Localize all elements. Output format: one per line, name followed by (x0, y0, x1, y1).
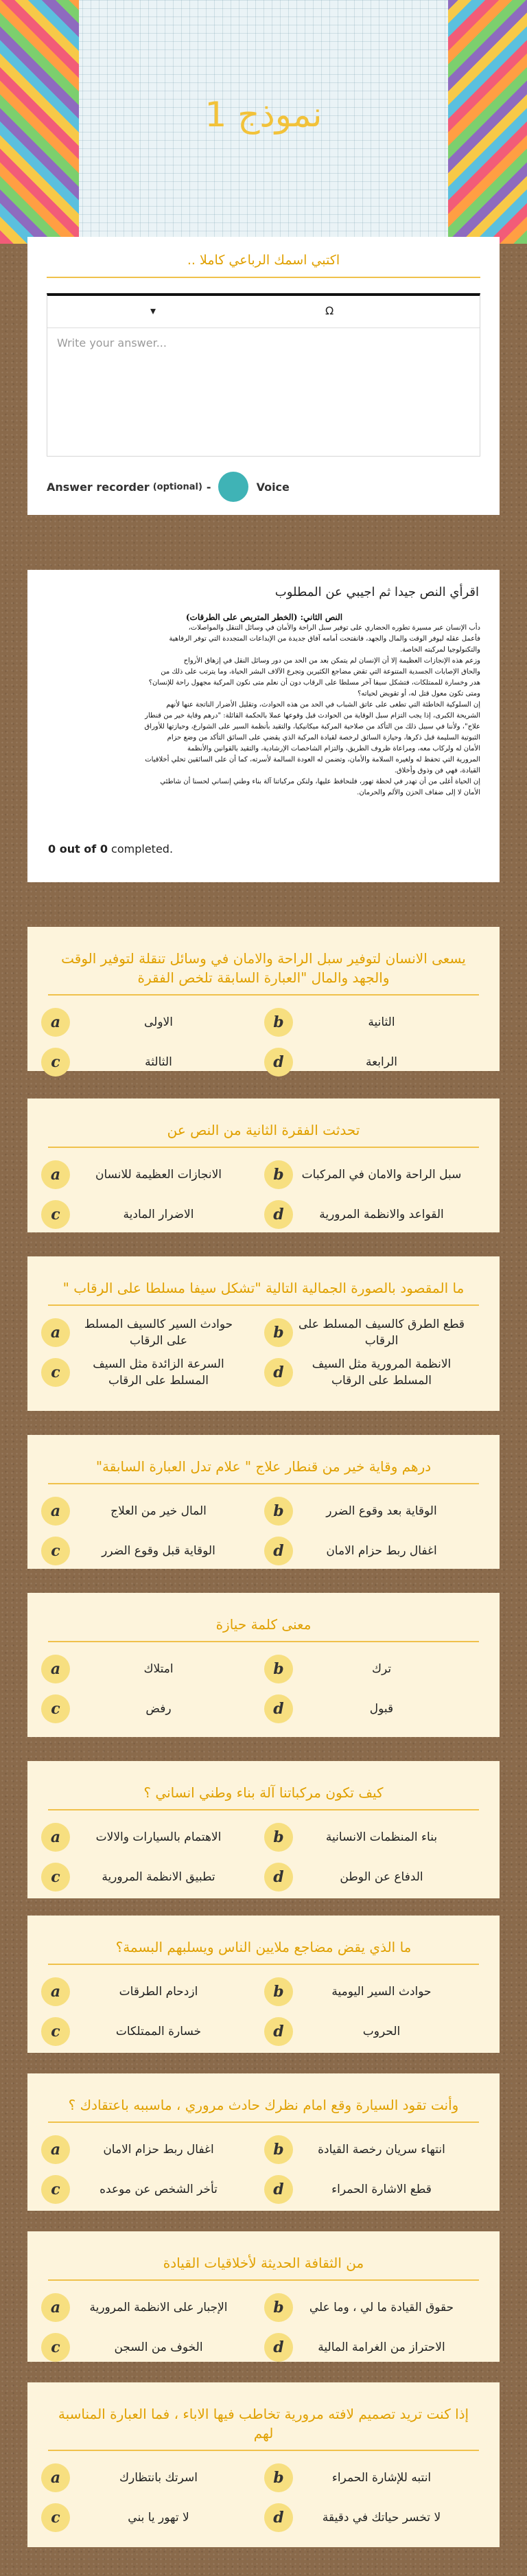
option-a[interactable] (41, 1819, 247, 1856)
passage-line: الثبوتية السليمة قبل ذكرها، وحيازة السائق لرخصة لقيادة المركبة الذي يقضي على السائق التأكد من وضع حزام (167, 734, 480, 741)
option-letter-badge: a (41, 1655, 70, 1683)
option-b[interactable] (264, 1651, 470, 1688)
option-letter-badge: c (41, 1048, 70, 1077)
option-text: السرعة الزائدة مثل السيف المسلط على الرقاب (93, 1357, 224, 1388)
option-c[interactable] (41, 2499, 247, 2536)
options-grid (27, 1973, 500, 2056)
option-letter-badge: d (264, 1200, 293, 1229)
passage-line: إن السلوكية الخاطئة التي تطغى على عاتق الشباب في الحد من هذه الحوادث، وتقليل الأضرار الناتجة عنها لأنهم (166, 701, 480, 709)
options-grid (27, 2459, 500, 2542)
option-text: المال خير من العلاج (110, 1504, 207, 1518)
option-c[interactable] (41, 2013, 247, 2050)
passage-line: والتكنولوجيا لمركبته الخاصة. (399, 646, 480, 654)
option-letter-badge: c (41, 1537, 70, 1565)
option-d[interactable] (264, 2171, 470, 2208)
question-card (27, 1099, 500, 1232)
option-b[interactable] (264, 1973, 470, 2010)
option-letter-badge: d (264, 1048, 293, 1077)
option-letter-badge: d (264, 1863, 293, 1891)
option-text: الاولى (144, 1015, 173, 1029)
option-letter-badge: b (264, 2293, 293, 2322)
option-text: انتبه للإشارة الحمراء (331, 2471, 432, 2485)
option-a[interactable] (41, 2459, 247, 2496)
option-a[interactable] (41, 1493, 247, 1530)
option-letter-badge: b (264, 2463, 293, 2492)
option-d[interactable] (264, 1044, 470, 1081)
option-c[interactable] (41, 1044, 247, 1081)
option-text: الحروب (362, 2025, 401, 2038)
option-text: امتلاك (143, 1662, 174, 1676)
options-grid (27, 1314, 500, 1396)
option-text: الانظمة المرورية مثل السيف المسلط على الرقاب (312, 1357, 452, 1388)
option-letter-badge: c (41, 2175, 70, 2204)
option-text: الدفاع عن الوطن (340, 1870, 423, 1884)
option-letter-badge: b (264, 1318, 293, 1347)
option-text: حوادث السير كالسيف المسلط على الرقاب (84, 1318, 233, 1348)
question-card (27, 1916, 500, 2053)
question-card (27, 1593, 500, 1737)
divider (48, 2121, 479, 2123)
option-letter-badge: a (41, 2135, 70, 2164)
divider (48, 994, 479, 996)
option-d[interactable] (264, 2013, 470, 2050)
progress-count: 0 out of 0 (48, 842, 108, 855)
option-c[interactable] (41, 1196, 247, 1233)
question-title: كيف تكون مركباتنا آلة بناء وطني انساني ؟ (143, 1784, 384, 1801)
passage-line: دأب الإنسان عبر مسيرة تطوره الحضاري على توفير سبل الراحة والأمان في وسائل التنقل والمواصلات، (188, 624, 480, 632)
option-text: رفض (145, 1702, 172, 1716)
option-c[interactable] (41, 2329, 247, 2366)
question-card (27, 2231, 500, 2362)
option-text: خسارة الممتلكات (115, 2025, 202, 2038)
option-letter-badge: c (41, 1863, 70, 1891)
option-letter-badge: a (41, 1823, 70, 1852)
option-letter-badge: d (264, 1537, 293, 1565)
divider (48, 1809, 479, 1810)
record-button[interactable] (218, 472, 248, 502)
divider (48, 2450, 479, 2451)
option-c[interactable] (41, 1859, 247, 1896)
option-letter-badge: a (41, 1008, 70, 1037)
question-card (27, 2382, 500, 2547)
option-letter-badge: d (264, 2333, 293, 2362)
divider (48, 1964, 479, 1965)
passage-line: والحاق الإصابات الجسدية المتنوعة التي تقض مضاجع الكثيرين وتجرع الآلاف البشر الحياة، وما يترتب على ذلك من (161, 668, 480, 676)
option-a[interactable] (41, 2131, 247, 2168)
option-letter-badge: c (41, 2333, 70, 2362)
answer-textarea[interactable] (47, 328, 480, 456)
question-card (27, 1435, 500, 1569)
options-grid (27, 2131, 500, 2213)
options-grid (27, 1651, 500, 1733)
option-text: حقوق القيادة ما لي ، وما علي (309, 2301, 454, 2314)
option-letter-badge: c (41, 1358, 70, 1387)
option-text: تأخر الشخص عن موعده (99, 2183, 218, 2196)
option-letter-badge: a (41, 2293, 70, 2322)
passage-line: ومتى تكون معول قتل له، أو تقويض لحياته؟ (358, 690, 480, 698)
option-text: قبول (369, 1702, 394, 1716)
option-text: قطع الطرق كالسيف المسلط على الرقاب (298, 1318, 465, 1348)
option-letter-badge: b (264, 2135, 293, 2164)
option-text: لا تهور يا بني (128, 2511, 189, 2525)
passage-line: الأمان لا إلى ضفاف الحزن والألم والحرمان. (357, 789, 480, 796)
question-title: وأنت تقود السيارة وقع امام نظرك حادث مروري ، ماسببه باعتقادك ؟ (68, 2097, 459, 2113)
divider (48, 1304, 479, 1306)
option-text: سبل الراحة والامان في المركبات (301, 1168, 462, 1182)
question-title: يسعى الانسان لتوفير سبل الراحة والامان في وسائل تنقلة لتوفير الوقت والجهد والمال "العبارة السابقة تلخص الفقرة (61, 950, 466, 986)
name-question-card (27, 237, 500, 515)
option-text: الثانية (368, 1015, 395, 1029)
passage-line: فأعمل عقله ليوفر الوقت والمال والجهد، فانفتحت أمامه آفاق جديدة من الإبداعات المتجددة التي توفر الرفاهية (169, 635, 480, 643)
reading-instruction: اقرأي النص جيدا ثم اجيبي عن المطلوب (274, 585, 479, 599)
progress-suffix: completed. (107, 842, 174, 855)
option-a[interactable] (41, 1004, 247, 1041)
passage-lines (48, 623, 480, 798)
option-text: الوقاية قبل وقوع الضرر (102, 1544, 215, 1558)
question-title: إذا كنت تريد تصميم لافته مرورية تخاطب فيها الاباء ، فما العبارة المناسبة لهم (58, 2406, 469, 2441)
answer-recorder (47, 472, 480, 502)
option-c[interactable] (41, 1532, 247, 1569)
option-text: الخوف من السجن (114, 2341, 203, 2354)
omega-icon[interactable]: Ω (325, 304, 334, 317)
option-b[interactable] (264, 1493, 470, 1530)
option-d[interactable] (264, 2329, 470, 2366)
option-letter-badge: a (41, 1497, 70, 1526)
option-a[interactable] (41, 1314, 247, 1351)
option-d[interactable] (264, 1196, 470, 1233)
option-text: الاهتمام بالسيارات والالات (95, 1830, 222, 1844)
option-b[interactable] (264, 1004, 470, 1041)
name-prompt: اكتبي اسمك الرباعي كاملا .. (187, 253, 340, 268)
option-text: قطع الاشارة الحمراء (331, 2183, 432, 2196)
options-grid (27, 1004, 500, 1086)
recorder-label: Answer recorder (47, 480, 150, 494)
option-text: اغفال ربط حزام الامان (103, 2143, 214, 2157)
option-letter-badge: b (264, 1977, 293, 2006)
option-letter-badge: a (41, 1977, 70, 2006)
passage-line: إن الحياة أغلى من أن تهدر في لحظة تهور، فلنحافظ عليها، ولنكن مركباتنا آلة بناء وطني إنساني لحسنا أن شاطئي (160, 778, 480, 785)
passage-line: الأمان له ولركاب معه، ومراعاة ظروف الطريق، والتزام الشاخصات الإرشادية، والتقيد بالقوانين والأنظمة (187, 745, 480, 752)
option-text: الرابعة (365, 1055, 398, 1069)
question-card (27, 927, 500, 1071)
header-banner (0, 0, 527, 244)
option-text: الثالثة (145, 1055, 172, 1069)
option-c[interactable] (41, 1690, 247, 1727)
question-title: ما الذي يقض مضاجع ملايين الناس ويسلبهم البسمة؟ (115, 1939, 412, 1955)
option-c[interactable] (41, 1354, 247, 1391)
passage-line: القيادة، فهي فن وذوق وأخلاق. (394, 767, 480, 774)
question-title: ما المقصود بالصورة الجمالية التالية "تشكل سيفا مسلطا على الرقاب " (62, 1280, 465, 1296)
options-grid (27, 1819, 500, 1901)
option-b[interactable] (264, 2459, 470, 2496)
option-text: القواعد والانظمة المرورية (319, 1208, 444, 1221)
passage-line: الشريحة الكبرى، إذا يجب التزام سبل الوقاية من الحوادث قبل وقوعها عملا بالحكمة القائلة: "درهم وقاية خير من قنطار (145, 712, 480, 720)
option-d[interactable] (264, 1354, 470, 1391)
option-letter-badge: c (41, 1200, 70, 1229)
passage-line: وزعم هذه الإنجازات العظيمة إلا أن الإنسان لم يتمكن بعد من الحد من دور وسائل النقل في إزهاق الأرواح (183, 657, 480, 665)
option-letter-badge: b (264, 1823, 293, 1852)
question-title: معنى كلمة حيازة (215, 1616, 312, 1633)
option-d[interactable] (264, 1532, 470, 1569)
option-text: ازدحام الطرقات (119, 1985, 198, 1999)
divider (48, 2279, 479, 2281)
option-a[interactable] (41, 1651, 247, 1688)
passage-line: علاج"، ولأننا في سبيل ذلك من التأكد من صلاحية المركبة ميكانيكيا، والتقيد بأنظمة السير على الشوارع، وحيازتها للأوراق (144, 723, 480, 731)
passage-line: هدر وخسارة للممتلكات، فتشكل سيفا آخر مسلطا على الرقاب دون أن نعلم متى نكون المركبة مجهول راحة للإنسان؟ (148, 679, 480, 687)
option-c[interactable] (41, 2171, 247, 2208)
option-letter-badge: c (41, 1694, 70, 1723)
option-letter-badge: b (264, 1008, 293, 1037)
option-letter-badge: c (41, 2503, 70, 2532)
option-letter-badge: d (264, 1358, 293, 1387)
option-letter-badge: a (41, 1160, 70, 1189)
option-text: اغفال ربط حزام الامان (326, 1544, 437, 1558)
option-letter-badge: a (41, 1318, 70, 1347)
option-a[interactable] (41, 2289, 247, 2326)
reading-passage-card (27, 570, 500, 882)
answer-placeholder: Write your answer... (57, 336, 167, 349)
option-text: الإجبار على الانظمة المرورية (89, 2301, 228, 2314)
options-grid (27, 1156, 500, 1239)
option-b[interactable] (264, 1156, 470, 1193)
option-letter-badge: d (264, 1694, 293, 1723)
option-d[interactable] (264, 1859, 470, 1896)
option-d[interactable] (264, 1690, 470, 1727)
question-title: تحدثت الفقرة الثانية من النص عن (167, 1122, 360, 1138)
question-card (27, 1761, 500, 1898)
option-b[interactable] (264, 2289, 470, 2326)
option-text: تطبيق الانظمة المرورية (102, 1870, 215, 1884)
option-letter-badge: a (41, 2463, 70, 2492)
option-text: انتهاء سريان رخصة القيادة (318, 2143, 445, 2157)
passage-title: النص الثاني: (الخطر المتربص على الطرقات) (185, 612, 343, 622)
question-title: درهم وقاية خير من قنطار علاج " علام تدل العبارة السابقة" (95, 1458, 432, 1475)
passage-line: المرورية التي تحفظ له ولغيره السلامة والأمان، وتضمن له العودة السالمة لأسرته، كما أن على السائقين تحلي أخلاقيات (145, 756, 480, 763)
option-b[interactable] (264, 1314, 470, 1351)
divider (48, 1641, 479, 1642)
option-letter-badge: b (264, 1497, 293, 1526)
recorder-dash: - (206, 480, 211, 494)
option-text: الوقاية بعد وقوع الضرر (326, 1504, 437, 1518)
option-letter-badge: b (264, 1160, 293, 1189)
options-grid (27, 2289, 500, 2371)
option-text: حوادث السير اليومية (331, 1985, 432, 1999)
options-grid (27, 1493, 500, 1575)
option-text: الانجازات العظيمة للانسان (95, 1168, 222, 1182)
option-letter-badge: d (264, 2017, 293, 2046)
divider (47, 277, 480, 278)
option-b[interactable] (264, 2131, 470, 2168)
question-title: من الثقافة الحديثة لأخلاقيات القيادة (163, 2255, 364, 2271)
option-text: لا تخسر حياتك في دقيقة (322, 2511, 441, 2525)
option-text: بناء المنظمات الانسانية (325, 1830, 438, 1844)
divider (48, 1483, 479, 1484)
page-title: نموذج 1 (204, 95, 323, 135)
option-text: اسرتك بانتظارك (119, 2471, 198, 2485)
option-letter-badge: c (41, 2017, 70, 2046)
option-text: الاضرار المادية (123, 1208, 194, 1221)
option-a[interactable] (41, 1156, 247, 1193)
option-letter-badge: d (264, 2175, 293, 2204)
option-b[interactable] (264, 1819, 470, 1856)
option-a[interactable] (41, 1973, 247, 2010)
passage-image (48, 612, 480, 838)
option-text: ترك (371, 1662, 392, 1676)
question-card (27, 2073, 500, 2211)
format-dropdown[interactable]: ▾ (150, 304, 156, 317)
editor-toolbar (47, 296, 480, 328)
option-d[interactable] (264, 2499, 470, 2536)
progress-status (48, 842, 479, 855)
voice-label: Voice (256, 480, 290, 494)
option-letter-badge: b (264, 1655, 293, 1683)
option-letter-badge: d (264, 2503, 293, 2532)
recorder-optional: (optional) (152, 481, 202, 492)
question-card (27, 1256, 500, 1411)
rich-text-editor (47, 293, 480, 457)
divider (48, 1147, 479, 1148)
option-text: الاحتراز من الغرامة المالية (318, 2341, 445, 2354)
